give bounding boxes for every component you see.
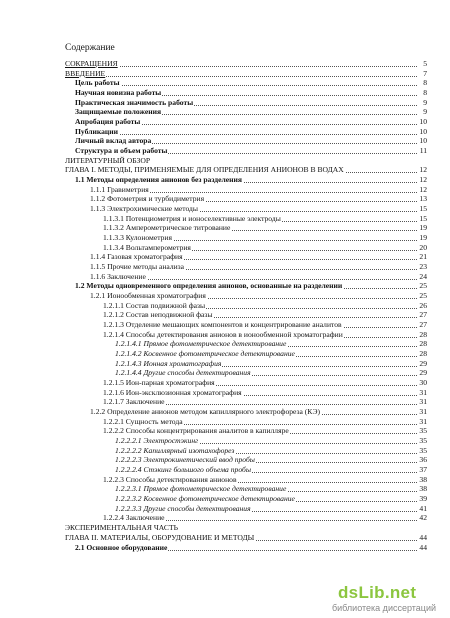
toc-entry — [90, 262, 427, 271]
toc-entry — [75, 78, 427, 87]
toc-entry-title: 1.2.2.2.4 Стэкинг большого объема пробы — [115, 465, 251, 475]
toc-entry-page: 11 — [419, 146, 427, 156]
toc-entry — [115, 368, 427, 377]
toc-entry-page: 38 — [419, 474, 427, 484]
toc-entry-title: 1.2.1.6 Ион-эксклюзионная хроматография — [103, 387, 242, 397]
toc-entry-title: 1.1.1 Гравиметрия — [90, 184, 149, 194]
toc-entry-title: Защищаемые положения — [75, 107, 162, 117]
toc-entry-title: 1.2.1.4.1 Прямое фотометрическое детектирование — [115, 339, 287, 349]
toc-entry-page: 10 — [419, 136, 427, 146]
toc-entry — [115, 339, 427, 348]
toc-entry — [103, 310, 427, 319]
toc-entry — [103, 475, 427, 484]
toc-entry — [90, 185, 427, 194]
toc-entry-title: 1.2.2.2.2 Капиллярный изотахофорез — [115, 445, 235, 455]
toc-entry-page: 13 — [419, 194, 427, 204]
toc-entry-title: Цель работы — [75, 78, 120, 88]
toc-entry-title: 1.2.2.3.3 Другие способы детектирования — [115, 503, 251, 513]
toc-entry-title: 1.1 Методы определения анионов без разделения — [75, 175, 242, 185]
toc-entry — [103, 397, 427, 406]
toc-entry-title: 1.2.2.3.2 Косвенное фотометрическое детектирование — [115, 494, 295, 504]
toc-entry-page: 25 — [419, 291, 427, 301]
toc-entry-title: ЛИТЕРАТУРНЫЙ ОБЗОР — [65, 155, 151, 165]
toc-entry-title: 1.2.1.4.2 Косвенное фотометрическое детектирование — [115, 349, 295, 359]
toc-entry-title: СОКРАЩЕНИЯ — [65, 59, 118, 68]
toc-entry-page: 21 — [419, 252, 427, 262]
toc-entry — [103, 301, 427, 310]
toc-entry-title: 1.1.3.1 Потенциометрия и ионоселективные электроды — [103, 213, 281, 223]
toc-entry-title: 1.1.6 Заключение — [90, 271, 146, 281]
toc-leader-dots — [65, 76, 417, 77]
toc-entry — [115, 504, 427, 513]
toc-entry-title: 1.2.1.1 Состав подвижной фазы — [103, 300, 206, 310]
toc-entry-title: 1.2.2.2.1 Электростэкинг — [115, 436, 199, 446]
toc-entry-title: Апробация работы — [75, 117, 141, 127]
toc-heading: Содержание — [65, 43, 115, 53]
toc-entry-page: 31 — [419, 416, 427, 426]
toc-entry-page: 31 — [419, 397, 427, 407]
toc-entry — [75, 136, 427, 145]
toc-entry — [75, 127, 427, 136]
toc-entry-page: 35 — [419, 426, 427, 436]
toc-entry-title: Практическая значимость работы — [75, 97, 194, 107]
toc-entry-page: 44 — [419, 532, 427, 542]
toc-entry-page: 37 — [419, 465, 427, 475]
toc-entry — [75, 146, 427, 155]
toc-entry-page: 19 — [419, 223, 427, 233]
toc-entry-page: 28 — [419, 329, 427, 339]
toc-entry — [115, 349, 427, 358]
toc-entry — [115, 446, 427, 455]
toc-entry — [103, 378, 427, 387]
toc-entry — [103, 388, 427, 397]
toc-entry — [103, 320, 427, 329]
toc-leader-dots — [75, 85, 417, 86]
toc-entry — [115, 359, 427, 368]
toc-entry-page: 41 — [419, 503, 427, 513]
toc-entry — [65, 523, 427, 532]
toc-entry-page: 26 — [419, 300, 427, 310]
toc-entry-page: 29 — [419, 368, 427, 378]
toc-entry-page: 12 — [419, 165, 427, 175]
toc-entry — [103, 417, 427, 426]
toc-entry-page: 10 — [419, 117, 427, 127]
toc-entry-page: 23 — [419, 262, 427, 272]
toc-entry-title: Публикации — [75, 126, 119, 136]
toc-entry-page: 27 — [419, 320, 427, 330]
toc-entry-title: Личный вклад автора — [75, 136, 152, 146]
toc-entry-page: 30 — [419, 378, 427, 388]
toc-entry-page: 19 — [419, 233, 427, 243]
toc-entry-title: 1.1.3.3 Кулонометрия — [103, 233, 172, 243]
toc-entry-page: 12 — [419, 175, 427, 185]
toc-entry — [103, 513, 427, 522]
toc-entry-title: 1.2.2.2 Способы концентрирования аналитов в капилляре — [103, 426, 289, 436]
toc-entry — [65, 69, 427, 78]
toc-entry — [115, 494, 427, 503]
toc-entry — [75, 281, 427, 290]
toc-entry-title: 1.2.1.5 Ион-парная хроматография — [103, 378, 215, 388]
toc-entry-page: 28 — [419, 339, 427, 349]
toc-entry-title: 2.1 Основное оборудование — [75, 542, 168, 552]
toc-entry-title: 1.2.2.4 Заключение — [103, 513, 165, 523]
toc-entry — [75, 543, 427, 552]
toc-entry-page: 8 — [423, 78, 427, 88]
toc-entry — [115, 465, 427, 474]
toc-entry-page: 35 — [419, 445, 427, 455]
toc-entry-title: 1.2.2.3 Способы детектирования анионов — [103, 474, 237, 484]
toc-entry — [75, 88, 427, 97]
toc-entry-title: 1.2.1.4.3 Ионная хроматография — [115, 358, 222, 368]
toc-entry-title: 1.2.1.3 Отделение мешающих компонентов и концентрирование аналитов — [103, 320, 342, 330]
toc-entry — [65, 533, 427, 542]
toc-entry-page: 25 — [419, 281, 427, 291]
toc-entry-title: 1.1.2 Фотометрия и турбидиметрия — [90, 194, 205, 204]
toc-entry — [65, 59, 427, 68]
toc-entry-page: 29 — [419, 358, 427, 368]
toc-entry-page: 31 — [419, 387, 427, 397]
toc-entry-title: 1.1.3 Электрохимические методы — [90, 204, 199, 214]
toc-entry — [65, 165, 427, 174]
toc-entry — [90, 194, 427, 203]
toc-entry-title: 1.1.3.4 Вольтамперометрия — [103, 242, 191, 252]
toc-entry-page: 12 — [419, 184, 427, 194]
toc-entry-title: ГЛАВА II. МАТЕРИАЛЫ, ОБОРУДОВАНИЕ И МЕТОДЫ — [65, 532, 255, 542]
toc-entry-title: 1.2.2 Определение анионов методом капиллярного электрофореза (КЭ) — [90, 407, 320, 417]
toc-entry — [75, 98, 427, 107]
toc-entry-page: 36 — [419, 455, 427, 465]
toc-entry — [65, 156, 427, 165]
toc-entry-title: Научная новизна работы — [75, 88, 162, 97]
toc-entry — [103, 233, 427, 242]
toc-entry-page: 9 — [423, 107, 427, 117]
toc-entry-page: 20 — [419, 242, 427, 252]
toc-leader-dots — [75, 134, 417, 135]
toc-entry-title: 1.2 Методы одновременного определения анионов, основанные на разделении — [75, 281, 343, 291]
toc-entry-page: 15 — [419, 213, 427, 223]
toc-entry-title: 1.2.1 Ионообменная хроматография — [90, 291, 206, 301]
toc-entry — [75, 107, 427, 116]
toc-entry — [90, 272, 427, 281]
toc-entry-title: ЭКСПЕРИМЕНТАЛЬНАЯ ЧАСТЬ — [65, 523, 178, 533]
toc-entry-title: Структура и объем работы — [75, 146, 168, 156]
toc-entry-page: 28 — [419, 349, 427, 359]
toc-entry-title: 1.2.2.2.3 Электрокинетический ввод пробы — [115, 455, 255, 465]
toc-entry — [103, 243, 427, 252]
toc-entry — [90, 204, 427, 213]
dslib-logo — [338, 583, 416, 603]
toc-entry-page: 7 — [423, 68, 427, 78]
toc-entry-page: 44 — [419, 542, 427, 552]
toc-entry-title: 1.1.4 Газовая хроматография — [90, 252, 183, 262]
toc-entry — [103, 330, 427, 339]
toc-entry — [115, 436, 427, 445]
toc-entry — [103, 214, 427, 223]
toc-entry-page: 38 — [419, 484, 427, 494]
toc-entry — [90, 252, 427, 261]
toc-entry-page: 10 — [419, 126, 427, 136]
toc-entry — [115, 484, 427, 493]
toc-entry-page: 9 — [423, 97, 427, 107]
toc-entry-title: 1.2.1.4 Способы детектирования анионов в ионообменной хроматографии — [103, 329, 343, 339]
logo-dot: . — [384, 583, 390, 602]
toc-entry-title: ВВЕДЕНИЕ — [65, 68, 106, 78]
toc-entry-page: 15 — [419, 204, 427, 214]
toc-entry-title: 1.2.1.2 Состав неподвижной фазы — [103, 310, 213, 320]
toc-entry-page: 35 — [419, 436, 427, 446]
toc-entry-page: 8 — [423, 88, 427, 97]
toc-entry — [75, 117, 427, 126]
logo-suffix: net — [389, 583, 417, 602]
toc-entry-title: ГЛАВА I. МЕТОДЫ, ПРИМЕНЯЕМЫЕ ДЛЯ ОПРЕДЕЛЕНИЯ АНИОНОВ В ВОДАХ — [65, 165, 344, 175]
toc-entry-title: 1.2.2.3.1 Прямое фотометрическое детектирование — [115, 484, 287, 494]
toc-entry — [103, 223, 427, 232]
toc-entry-page: 39 — [419, 494, 427, 504]
toc-entry-page: 42 — [419, 513, 427, 523]
toc-entry-title: 1.2.1.4.4 Другие способы детектирования — [115, 368, 251, 378]
toc-entry — [90, 407, 427, 416]
toc-entry-page: 31 — [419, 407, 427, 417]
toc-entry — [90, 291, 427, 300]
toc-entry-title: 1.2.1.7 Заключение — [103, 397, 165, 407]
toc-entry — [103, 426, 427, 435]
toc-entry-page: 27 — [419, 310, 427, 320]
toc-entry-title: 1.1.3.2 Амперометрическое титрование — [103, 223, 231, 233]
toc-entry — [75, 175, 427, 184]
logo-prefix: dsLib — [338, 583, 385, 602]
toc-entry-page: 24 — [419, 271, 427, 281]
toc-entry — [115, 455, 427, 464]
toc-entry-title: 1.1.5 Прочие методы анализа — [90, 262, 185, 272]
watermark-subtitle: библиотека диссертаций — [332, 603, 437, 613]
dslib-watermark[interactable] — [330, 583, 450, 618]
toc-entry-title: 1.2.2.1 Сущность метода — [103, 416, 183, 426]
toc-entry-page: 5 — [423, 59, 427, 68]
